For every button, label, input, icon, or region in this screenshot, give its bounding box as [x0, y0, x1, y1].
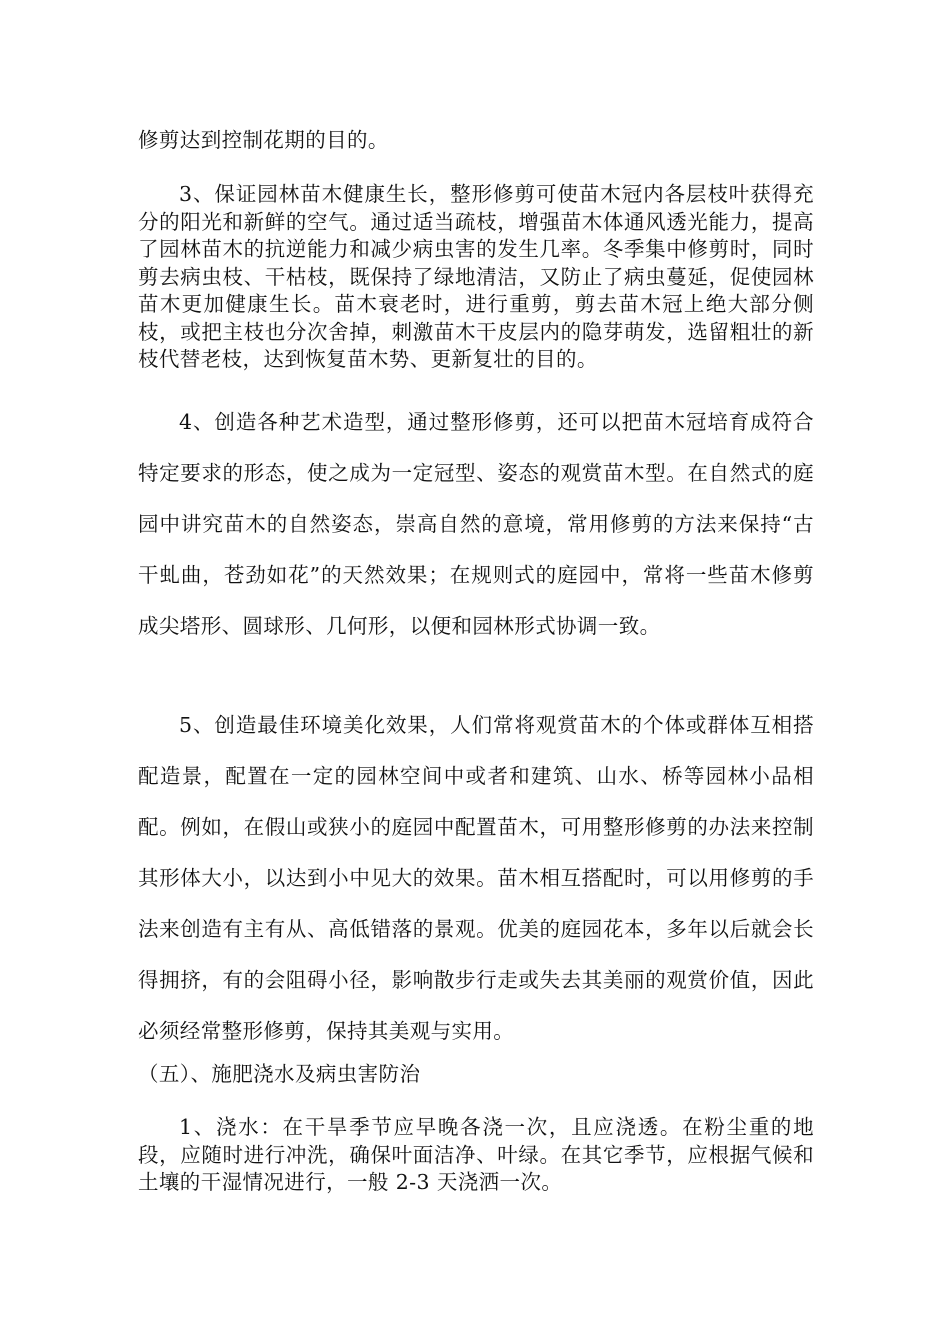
- paragraph-continuation: 修剪达到控制花期的目的。: [138, 128, 389, 152]
- paragraph-watering: 1、浇水：在干旱季节应早晚各浇一次，且应浇透。在粉尘重的地段，应随时进行冲洗，确保叶面洁净、叶绿。在其它季节，应根据气候和土壤的干湿情况进行，一般 2-3 天浇洒一次。: [138, 1115, 814, 1194]
- section-heading-5: （五）、施肥浇水及病虫害防治: [138, 1062, 421, 1086]
- paragraph-item-4: 4、创造各种艺术造型，通过整形修剪，还可以把苗木冠培育成符合特定要求的形态，使之成为一定冠型、姿态的观赏苗木型。在自然式的庭园中讲究苗木的自然姿态，崇高自然的意境，常用修剪的方法来保持“古干虬曲，苍劲如花”的天然效果；在规则式的庭园中，常将一些苗木修剪成尖塔形、圆球形、几何形，以便和园林形式协调一致。: [138, 410, 814, 638]
- paragraph-item-5: 5、创造最佳环境美化效果，人们常将观赏苗木的个体或群体互相搭配造景，配置在一定的园林空间中或者和建筑、山水、桥等园林小品相配。例如，在假山或狭小的庭园中配置苗木，可用整形修剪的办法来控制其形体大小，以达到小中见大的效果。苗木相互搭配时，可以用修剪的手法来创造有主有从、高低错落的景观。优美的庭园花本，多年以后就会长得拥挤，有的会阻碍小径，影响散步行走或失去其美丽的观赏价值，因此必须经常整形修剪，保持其美观与实用。: [138, 713, 814, 1043]
- paragraph-item-3: 3、保证园林苗木健康生长，整形修剪可使苗木冠内各层枝叶获得充分的阳光和新鲜的空气。通过适当疏枝，增强苗木体通风透光能力，提高了园林苗木的抗逆能力和减少病虫害的发生几率。冬季集中修剪时，同时剪去病虫枝、干枯枝，既保持了绿地清洁，又防止了病虫蔓延，促使园林苗木更加健康生长。苗木衰老时，进行重剪，剪去苗木冠上绝大部分侧枝，或把主枝也分次舍掉，刺激苗木干皮层内的隐芽萌发，选留粗壮的新枝代替老枝，达到恢复苗木势、更新复壮的目的。: [138, 182, 814, 371]
